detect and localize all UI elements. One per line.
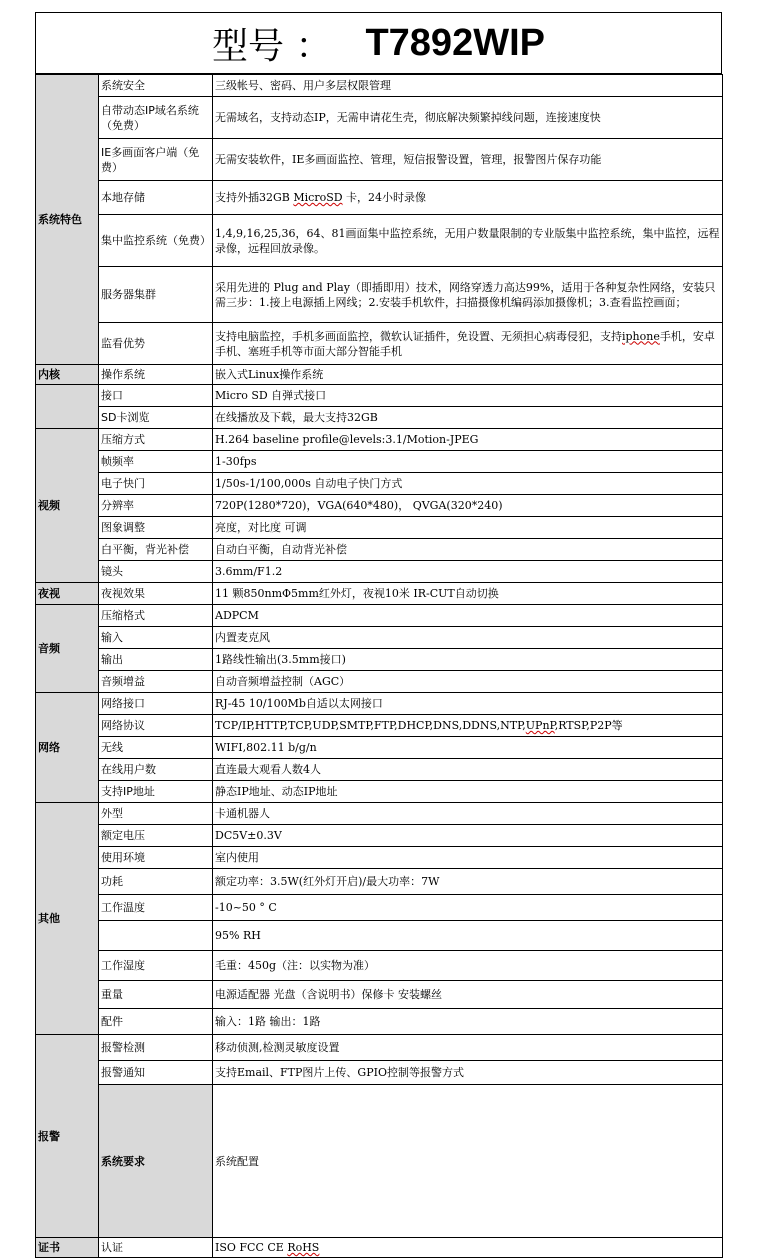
table-row xyxy=(36,781,723,803)
spec-item-cell: 服务器集群 xyxy=(99,267,213,323)
title-bar xyxy=(35,12,722,74)
spec-item-cell: 配件 xyxy=(99,1009,213,1035)
table-row xyxy=(36,181,723,215)
table-row xyxy=(36,451,723,473)
spec-item-cell: 工作温度 xyxy=(99,895,213,921)
spec-value-cell: RJ-45 10/100Mb自适以太网接口 xyxy=(213,693,723,715)
spec-value-cell: Micro SD 自弹式接口 xyxy=(213,385,723,407)
table-row xyxy=(36,1009,723,1035)
spec-value-cell: 支持外插32GB MicroSD 卡，24小时录像 xyxy=(213,181,723,215)
spec-value-cell: 输入：1路 输出：1路 xyxy=(213,1009,723,1035)
spec-item-cell: 系统配置 xyxy=(213,1085,723,1238)
spec-item-cell: IE多画面客户端（免费） xyxy=(99,139,213,181)
table-row xyxy=(36,715,723,737)
table-row xyxy=(36,847,723,869)
spec-item-cell: 接口 xyxy=(99,385,213,407)
category-cell: 视频 xyxy=(36,429,99,583)
spec-item-cell: 无线 xyxy=(99,737,213,759)
spec-value-cell: 额定功率：3.5W(红外灯开启)/最大功率：7W xyxy=(213,869,723,895)
table-row xyxy=(36,895,723,921)
spec-item-cell: 重量 xyxy=(99,981,213,1009)
spec-item-cell: 系统安全 xyxy=(99,75,213,97)
table-row xyxy=(36,1238,723,1258)
table-row xyxy=(36,215,723,267)
category-cell: 网络 xyxy=(36,693,99,803)
table-row xyxy=(36,759,723,781)
spec-item-cell: 监看优势 xyxy=(99,323,213,365)
spec-value-cell: 720P(1280*720)，VGA(640*480)， QVGA(320*240) xyxy=(213,495,723,517)
spec-item-cell xyxy=(99,921,213,951)
spec-value-cell: 无需安装软件，IE多画面监控、管理，短信报警设置，管理，报警图片保存功能 xyxy=(213,139,723,181)
spec-value-cell: 11 颗850nmΦ5mm红外灯，夜视10米 IR-CUT自动切换 xyxy=(213,583,723,605)
table-row xyxy=(36,75,723,97)
spec-item-cell: 音频增益 xyxy=(99,671,213,693)
spec-item-cell: 集中监控系统（免费） xyxy=(99,215,213,267)
table-row xyxy=(36,825,723,847)
spec-value-cell: 1/50s-1/100,000s 自动电子快门方式 xyxy=(213,473,723,495)
table-row xyxy=(36,951,723,981)
spec-value-cell: 无需域名，支持动态IP，无需申请花生壳，彻底解决频繁掉线问题，连接速度快 xyxy=(213,97,723,139)
spec-item-cell: 网络接口 xyxy=(99,693,213,715)
table-row xyxy=(36,803,723,825)
spec-value-cell: 95% RH xyxy=(213,921,723,951)
table-row xyxy=(36,583,723,605)
spec-value-cell: -10~50 ° C xyxy=(213,895,723,921)
spec-value-cell: DC5V±0.3V xyxy=(213,825,723,847)
spec-value-cell: 室内使用 xyxy=(213,847,723,869)
spec-item-cell: 报警通知 xyxy=(99,1061,213,1085)
spec-value-cell: 卡通机器人 xyxy=(213,803,723,825)
table-row xyxy=(36,97,723,139)
spec-value-cell: 直连最大观看人数4人 xyxy=(213,759,723,781)
spec-value-cell: 三级帐号、密码、用户多层权限管理 xyxy=(213,75,723,97)
spec-value-cell: 支持Email、FTP图片上传、GPIO控制等报警方式 xyxy=(213,1061,723,1085)
table-row xyxy=(36,693,723,715)
table-row xyxy=(36,539,723,561)
spec-item-cell: 帧频率 xyxy=(99,451,213,473)
category-cell: 音频 xyxy=(36,605,99,693)
table-row xyxy=(36,517,723,539)
spec-value-cell: WIFI,802.11 b/g/n xyxy=(213,737,723,759)
table-row xyxy=(36,407,723,429)
table-row xyxy=(36,671,723,693)
category-cell: 夜视 xyxy=(36,583,99,605)
table-row xyxy=(36,267,723,323)
table-row xyxy=(36,981,723,1009)
category-cell: 报警 xyxy=(36,1035,99,1238)
spec-item-cell: 镜头 xyxy=(99,561,213,583)
spec-item-cell: 输出 xyxy=(99,649,213,671)
spec-value-cell: 支持电脑监控，手机多画面监控，微软认证插件，免设置、无须担心病毒侵犯，支持iphone手机，安卓手机、塞班手机等市面大部分智能手机 xyxy=(213,323,723,365)
spec-item-cell: 本地存储 xyxy=(99,181,213,215)
spec-value-cell: 3.6mm/F1.2 xyxy=(213,561,723,583)
spec-item-cell: 压缩格式 xyxy=(99,605,213,627)
table-row xyxy=(36,627,723,649)
table-row xyxy=(36,921,723,951)
model-code: T7892WIP xyxy=(365,21,545,64)
spec-item-cell: 使用环境 xyxy=(99,847,213,869)
category-cell: 系统特色 xyxy=(36,75,99,365)
spec-item-cell: 操作系统 xyxy=(99,365,213,385)
spec-value-cell: 自动音频增益控制（AGC） xyxy=(213,671,723,693)
spec-value-cell: 嵌入式Linux操作系统 xyxy=(213,365,723,385)
spec-item-cell: 工作湿度 xyxy=(99,951,213,981)
spec-item-cell: SD卡浏览 xyxy=(99,407,213,429)
category-cell: 内核 xyxy=(36,365,99,385)
spec-value-cell: 内置麦克风 xyxy=(213,627,723,649)
table-row xyxy=(36,649,723,671)
spec-item-cell: 在线用户数 xyxy=(99,759,213,781)
spec-value-cell: ISO FCC CE RoHS xyxy=(213,1238,723,1258)
table-row xyxy=(36,385,723,407)
spec-item-cell: 额定电压 xyxy=(99,825,213,847)
spec-item-cell: 自带动态IP域名系统（免费） xyxy=(99,97,213,139)
spec-value-cell: H.264 baseline profile@levels:3.1/Motion-JPEG xyxy=(213,429,723,451)
spec-value-cell: 移动侦测,检测灵敏度设置 xyxy=(213,1035,723,1061)
table-row xyxy=(36,869,723,895)
spec-value-cell: 在线播放及下载，最大支持32GB xyxy=(213,407,723,429)
table-row xyxy=(36,495,723,517)
spec-value-cell: 1-30fps xyxy=(213,451,723,473)
table-row xyxy=(36,605,723,627)
spec-item-cell: 支持IP地址 xyxy=(99,781,213,803)
spec-value-cell: 自动白平衡，自动背光补偿 xyxy=(213,539,723,561)
spec-item-cell: 网络协议 xyxy=(99,715,213,737)
spec-value-cell: 1,4,9,16,25,36，64、81画面集中监控系统，无用户数量限制的专业版集中监控系统，集中监控，远程录像，远程回放录像。 xyxy=(213,215,723,267)
table-row xyxy=(36,1061,723,1085)
spec-value-cell: 电源适配器 光盘（含说明书）保修卡 安装螺丝 xyxy=(213,981,723,1009)
table-row xyxy=(36,323,723,365)
spec-item-cell: 认证 xyxy=(99,1238,213,1258)
spec-item-cell: 白平衡，背光补偿 xyxy=(99,539,213,561)
spec-item-cell: 功耗 xyxy=(99,869,213,895)
spec-sheet xyxy=(35,12,722,1258)
spec-value-cell: 毛重：450g（注：以实物为准） xyxy=(213,951,723,981)
spec-value-cell: 1路线性输出(3.5mm接口) xyxy=(213,649,723,671)
spec-value-cell: TCP/IP,HTTP,TCP,UDP,SMTP,FTP,DHCP,DNS,DDNS,NTP,UPnP,RTSP,P2P等 xyxy=(213,715,723,737)
category-cell: 证书 xyxy=(36,1238,99,1258)
spec-value-cell: 采用先进的 Plug and Play（即插即用）技术，网络穿透力高达99%，适用于各种复杂性网络，安装只需三步：1.接上电源插上网线；2.安装手机软件，扫描摄像机编码添加摄像机；3.查看监控画面； xyxy=(213,267,723,323)
table-row xyxy=(36,429,723,451)
model-label: 型号 ： xyxy=(212,25,332,67)
spec-item-cell: 报警检测 xyxy=(99,1035,213,1061)
table-row xyxy=(36,1085,723,1238)
category-cell: 系统要求 xyxy=(99,1085,213,1238)
spec-table xyxy=(35,74,723,1258)
category-cell: 其他 xyxy=(36,803,99,1035)
table-row xyxy=(36,473,723,495)
table-row xyxy=(36,1035,723,1061)
spec-item-cell: 夜视效果 xyxy=(99,583,213,605)
table-row xyxy=(36,737,723,759)
table-row xyxy=(36,365,723,385)
spec-value-cell: 亮度，对比度 可调 xyxy=(213,517,723,539)
table-row xyxy=(36,139,723,181)
spec-item-cell: 输入 xyxy=(99,627,213,649)
table-row xyxy=(36,561,723,583)
spec-item-cell: 图象调整 xyxy=(99,517,213,539)
spec-item-cell: 外型 xyxy=(99,803,213,825)
spec-item-cell: 电子快门 xyxy=(99,473,213,495)
spec-value-cell: 静态IP地址、动态IP地址 xyxy=(213,781,723,803)
spec-item-cell: 分辨率 xyxy=(99,495,213,517)
category-cell xyxy=(36,385,99,429)
spec-value-cell: ADPCM xyxy=(213,605,723,627)
spec-item-cell: 压缩方式 xyxy=(99,429,213,451)
